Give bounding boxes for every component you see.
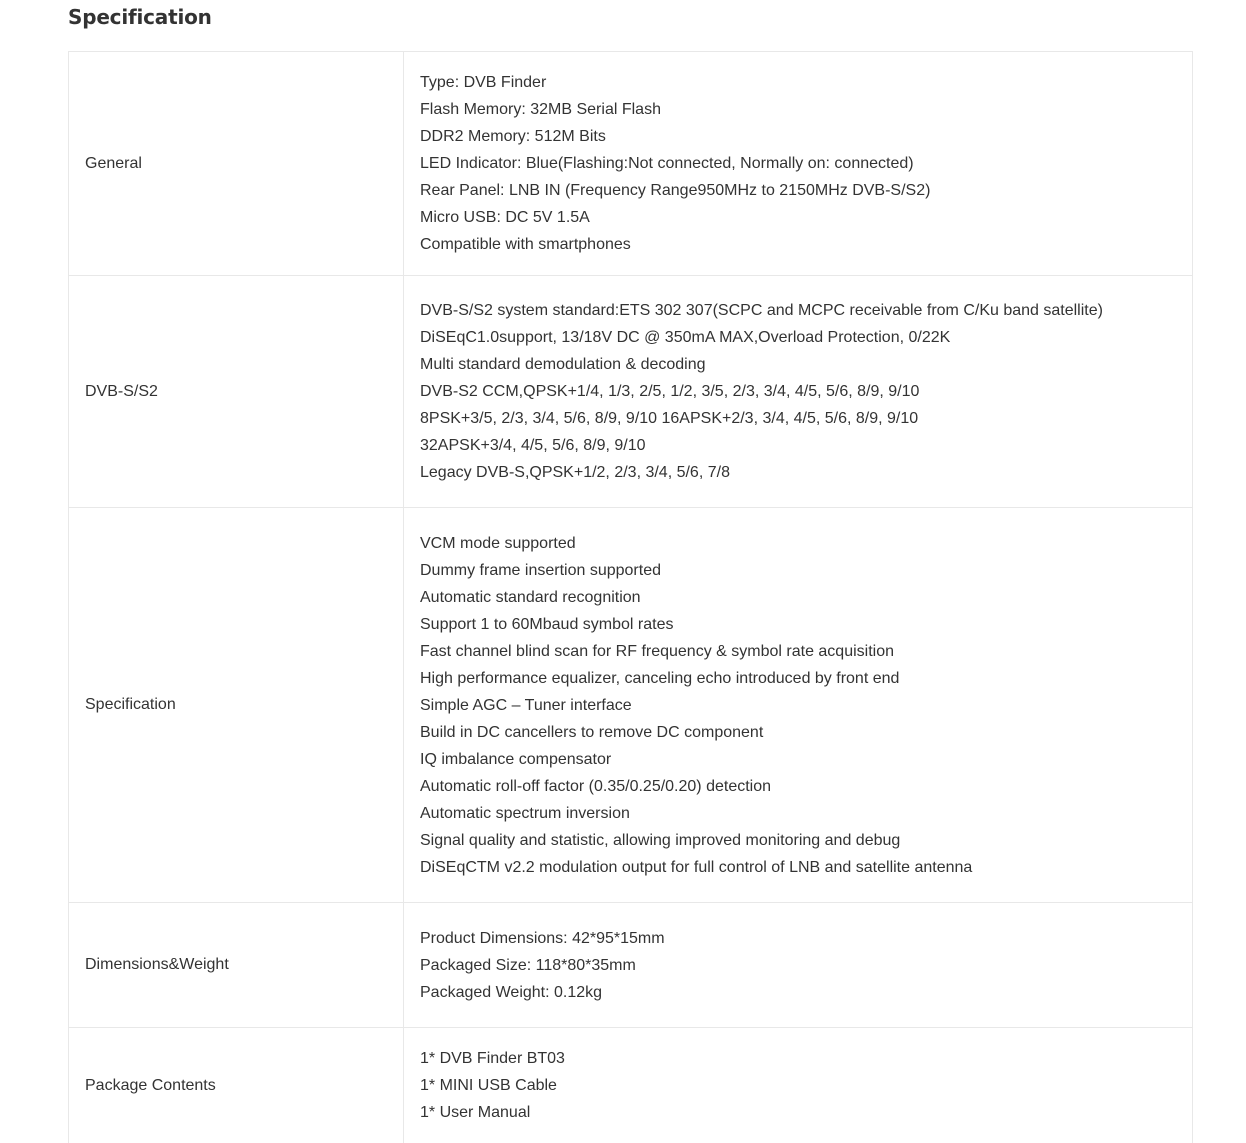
spec-line: Automatic roll-off factor (0.35/0.25/0.20) detection bbox=[420, 773, 1176, 800]
spec-row-general bbox=[69, 52, 1193, 276]
spec-line: Signal quality and statistic, allowing improved monitoring and debug bbox=[420, 827, 1176, 854]
spec-line: Flash Memory: 32MB Serial Flash bbox=[420, 96, 1176, 123]
spec-line: LED Indicator: Blue(Flashing:Not connected, Normally on: connected) bbox=[420, 150, 1176, 177]
row-values bbox=[404, 903, 1193, 1028]
spec-line: DiSEqCTM v2.2 modulation output for full control of LNB and satellite antenna bbox=[420, 854, 1176, 881]
spec-row-dvb-s-s2 bbox=[69, 276, 1193, 508]
spec-line: Support 1 to 60Mbaud symbol rates bbox=[420, 611, 1176, 638]
spec-line: 8PSK+3/5, 2/3, 3/4, 5/6, 8/9, 9/10 16APSK+2/3, 3/4, 4/5, 5/6, 8/9, 9/10 bbox=[420, 405, 1176, 432]
row-label: General bbox=[69, 52, 404, 276]
spec-line: Automatic standard recognition bbox=[420, 584, 1176, 611]
row-label: Package Contents bbox=[69, 1028, 404, 1143]
spec-row-specification bbox=[69, 508, 1193, 903]
spec-line: Packaged Size: 118*80*35mm bbox=[420, 952, 1176, 979]
spec-line: DVB-S2 CCM,QPSK+1/4, 1/3, 2/5, 1/2, 3/5, 2/3, 3/4, 4/5, 5/6, 8/9, 9/10 bbox=[420, 378, 1176, 405]
spec-line: Compatible with smartphones bbox=[420, 231, 1176, 258]
spec-line: 1* DVB Finder BT03 bbox=[420, 1045, 1176, 1072]
spec-line: DDR2 Memory: 512M Bits bbox=[420, 123, 1176, 150]
spec-line: 1* MINI USB Cable bbox=[420, 1072, 1176, 1099]
spec-table bbox=[68, 51, 1193, 1143]
row-label: Dimensions&Weight bbox=[69, 903, 404, 1028]
spec-line: 1* User Manual bbox=[420, 1099, 1176, 1126]
spec-line: High performance equalizer, canceling echo introduced by front end bbox=[420, 665, 1176, 692]
row-values bbox=[404, 276, 1193, 508]
spec-line: Multi standard demodulation & decoding bbox=[420, 351, 1176, 378]
row-values bbox=[404, 1028, 1193, 1143]
row-values bbox=[404, 52, 1193, 276]
spec-line: Micro USB: DC 5V 1.5A bbox=[420, 204, 1176, 231]
spec-line: Dummy frame insertion supported bbox=[420, 557, 1176, 584]
spec-row-dimensions-weight bbox=[69, 903, 1193, 1028]
spec-line: Automatic spectrum inversion bbox=[420, 800, 1176, 827]
row-label: Specification bbox=[69, 508, 404, 903]
row-values bbox=[404, 508, 1193, 903]
spec-line: VCM mode supported bbox=[420, 530, 1176, 557]
page-title: Specification bbox=[68, 3, 212, 31]
spec-line: Fast channel blind scan for RF frequency & symbol rate acquisition bbox=[420, 638, 1176, 665]
spec-line: Packaged Weight: 0.12kg bbox=[420, 979, 1176, 1006]
spec-line: DVB-S/S2 system standard:ETS 302 307(SCPC and MCPC receivable from C/Ku band satellite) bbox=[420, 297, 1176, 324]
spec-line: Rear Panel: LNB IN (Frequency Range950MHz to 2150MHz DVB-S/S2) bbox=[420, 177, 1176, 204]
spec-line: Build in DC cancellers to remove DC component bbox=[420, 719, 1176, 746]
spec-line: DiSEqC1.0support, 13/18V DC @ 350mA MAX,Overload Protection, 0/22K bbox=[420, 324, 1176, 351]
row-label: DVB-S/S2 bbox=[69, 276, 404, 508]
spec-line: Simple AGC – Tuner interface bbox=[420, 692, 1176, 719]
spec-line: Type: DVB Finder bbox=[420, 69, 1176, 96]
spec-row-package-contents bbox=[69, 1028, 1193, 1143]
spec-line: Legacy DVB-S,QPSK+1/2, 2/3, 3/4, 5/6, 7/8 bbox=[420, 459, 1176, 486]
spec-line: IQ imbalance compensator bbox=[420, 746, 1176, 773]
spec-line: Product Dimensions: 42*95*15mm bbox=[420, 925, 1176, 952]
spec-line: 32APSK+3/4, 4/5, 5/6, 8/9, 9/10 bbox=[420, 432, 1176, 459]
